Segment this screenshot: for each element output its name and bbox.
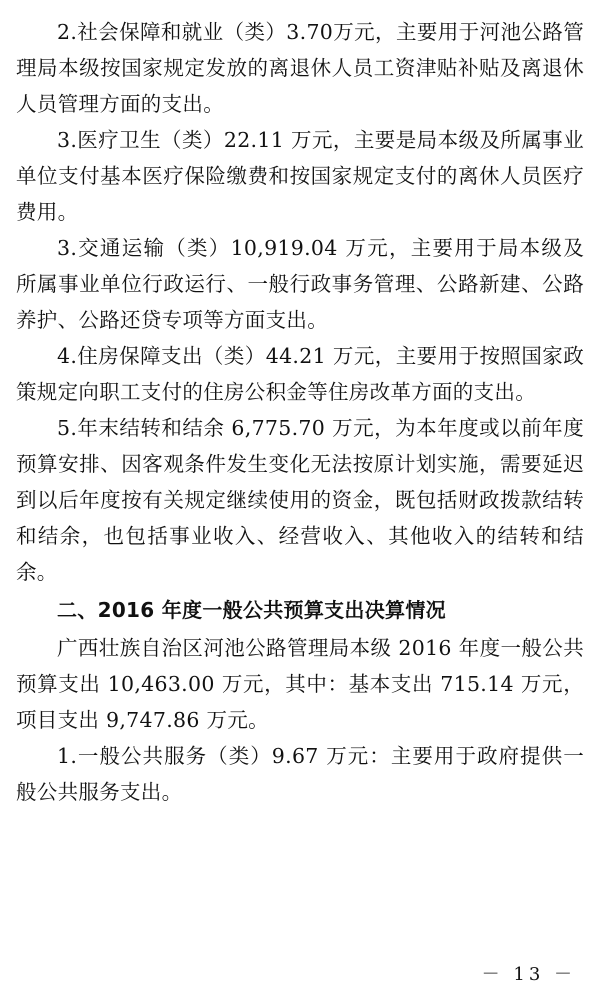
- section-heading: 二、2016 年度一般公共预算支出决算情况: [57, 598, 446, 622]
- paragraph-carryover: 5.年末结转和结余 6,775.70 万元，为本年度或以前年度预算安排、因客观条件发生变化无法按原计划实施，需要延迟到以后年度按有关规定继续使用的资金，既包括财政拨款结转和结余，也包括事业收入、经营收入、其他收入的结转和结余。: [16, 416, 584, 584]
- paragraph-social-security: 2.社会保障和就业（类）3.70万元，主要用于河池公路管理局本级按国家规定发放的离退休人员工资津贴补贴及离退休人员管理方面的支出。: [16, 20, 584, 116]
- paragraph-transport: 3.交通运输（类）10,919.04 万元，主要用于局本级及所属事业单位行政运行、一般行政事务管理、公路新建、公路养护、公路还贷专项等方面支出。: [16, 236, 584, 332]
- page-number: － 13 －: [481, 964, 576, 985]
- paragraph-housing: 4.住房保障支出（类）44.21 万元，主要用于按照国家政策规定向职工支付的住房公积金等住房改革方面的支出。: [16, 344, 584, 404]
- document-page: [16, 14, 584, 810]
- paragraph-budget-summary: 广西壮族自治区河池公路管理局本级 2016 年度一般公共预算支出 10,463.00 万元，其中：基本支出 715.14 万元，项目支出 9,747.86 万元。: [16, 636, 584, 732]
- paragraph-public-services: 1.一般公共服务（类）9.67 万元：主要用于政府提供一般公共服务支出。: [16, 744, 584, 804]
- paragraph-medical: 3.医疗卫生（类）22.11 万元，主要是局本级及所属事业单位支付基本医疗保险缴费和按国家规定支付的离休人员医疗费用。: [16, 128, 584, 224]
